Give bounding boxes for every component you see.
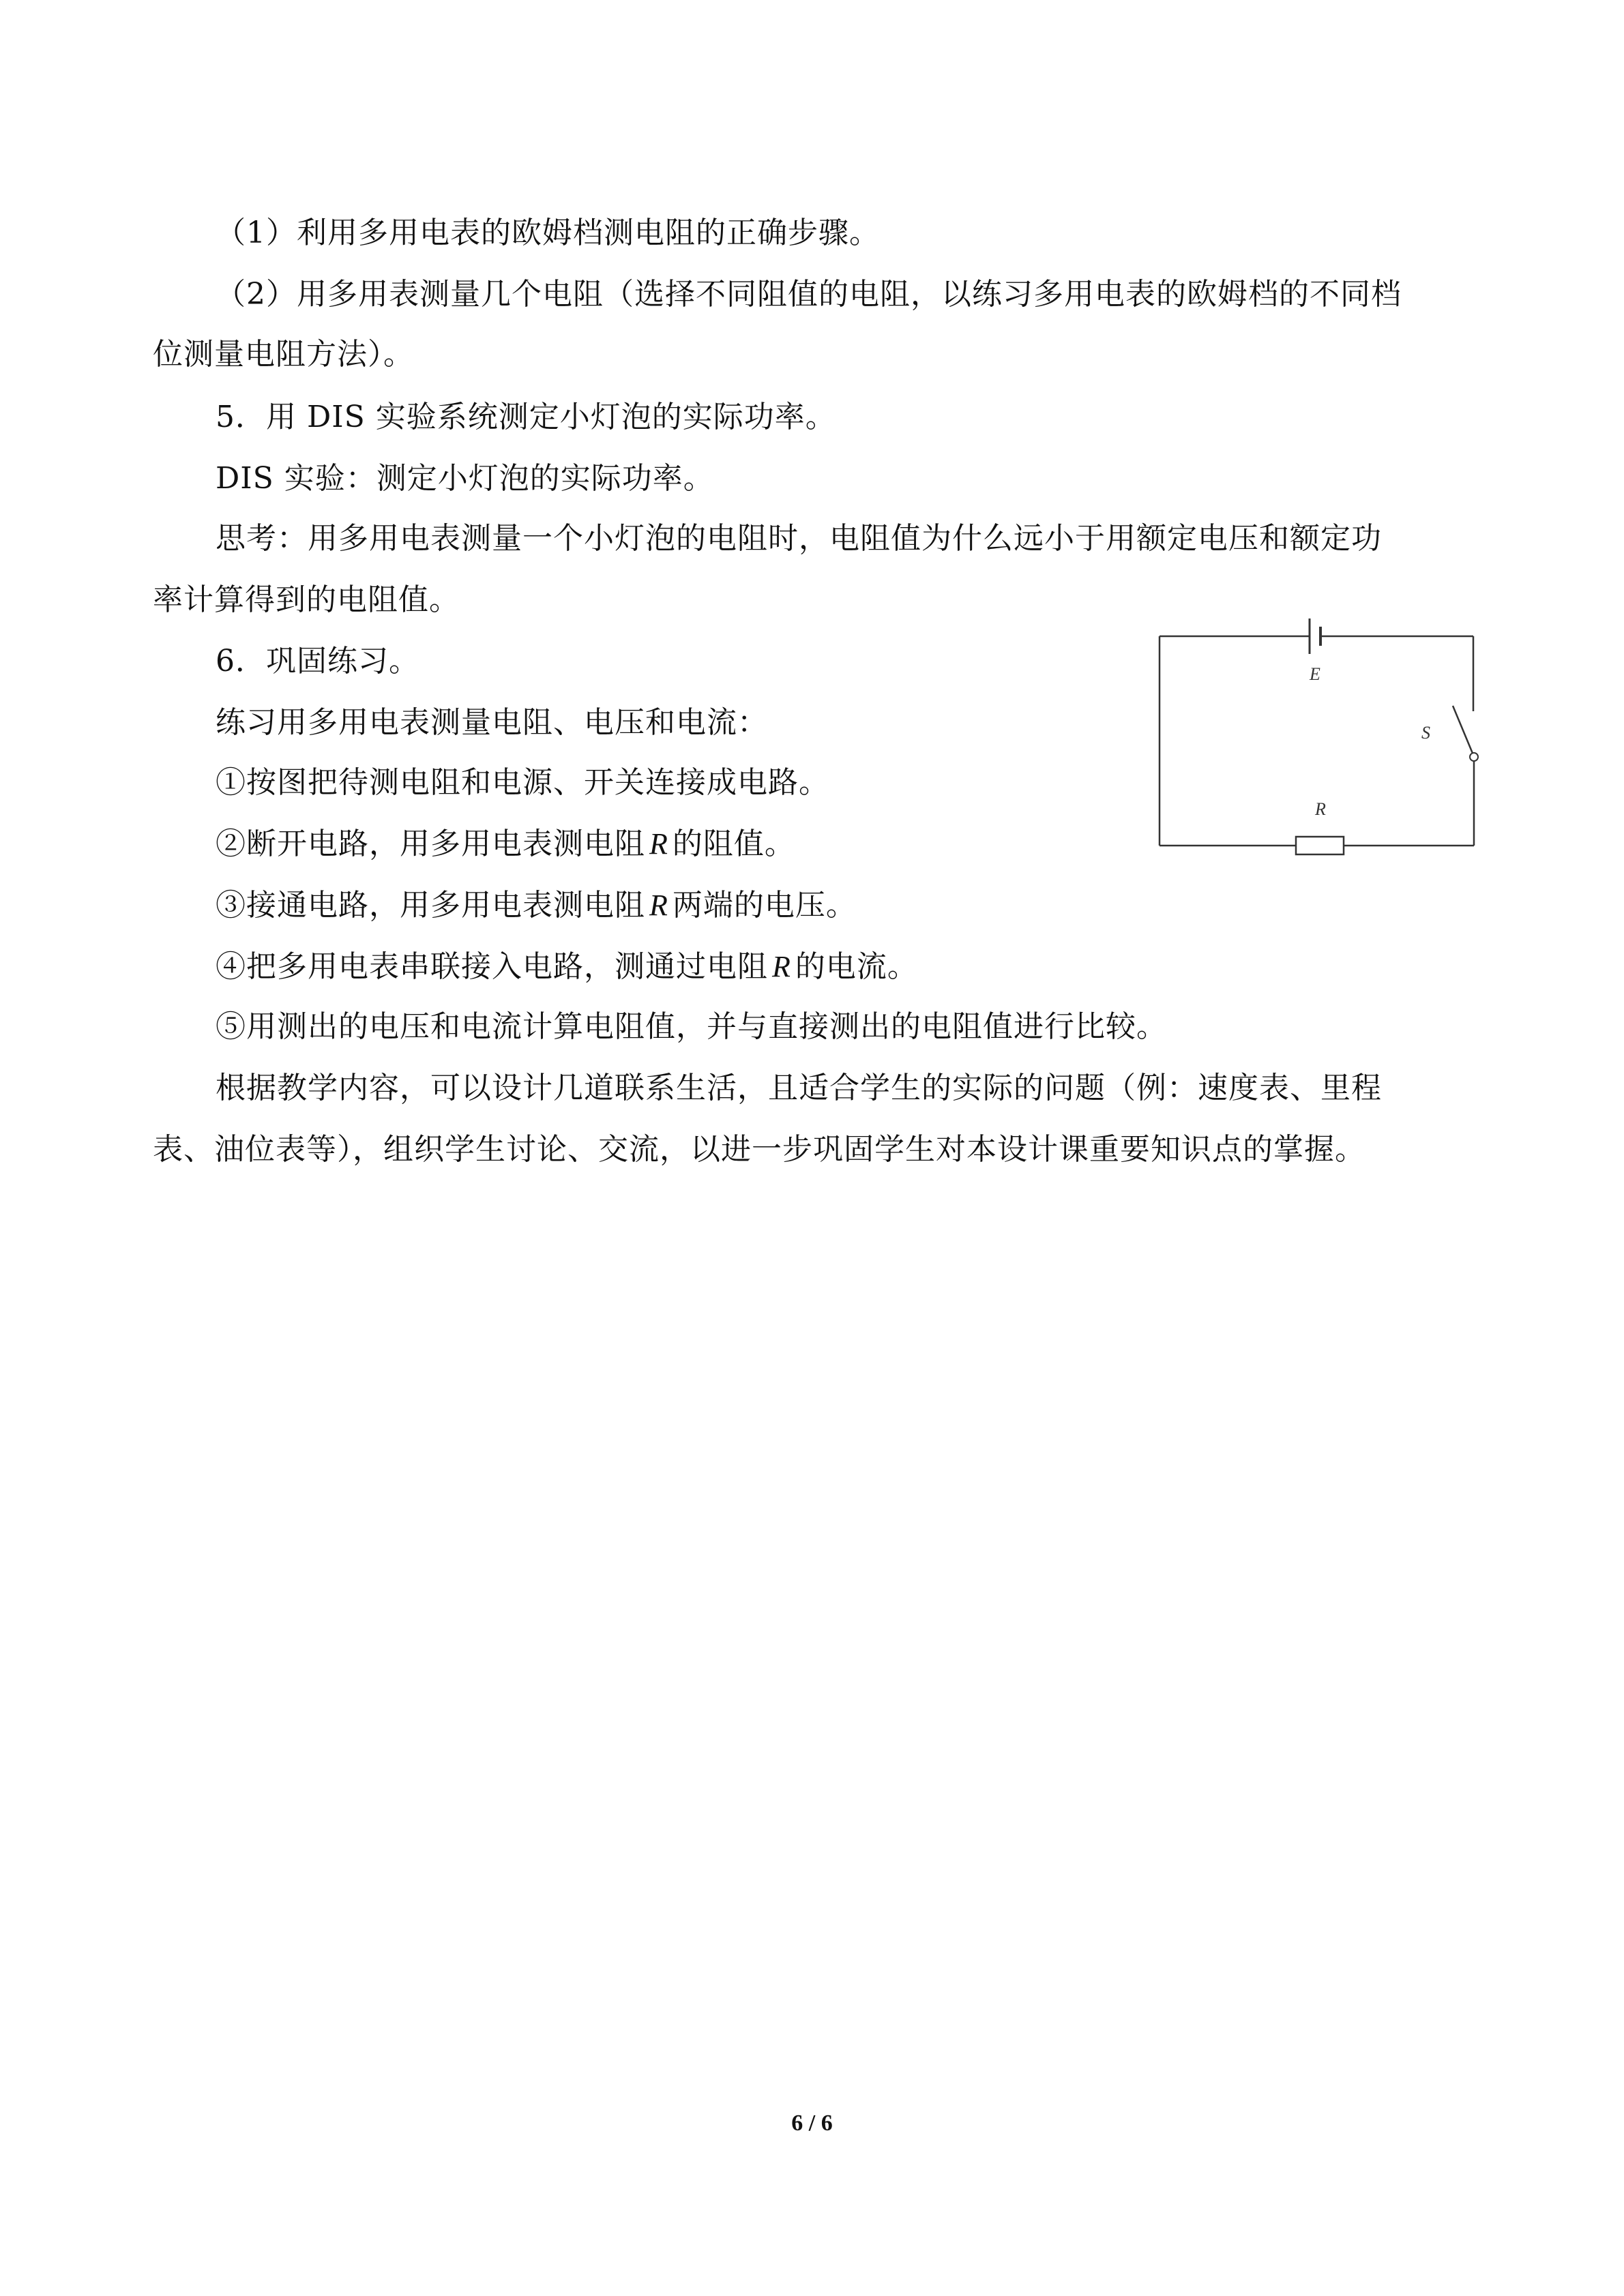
variable-r: R — [649, 889, 668, 922]
paragraph-section-6: 6．巩固练习。 — [216, 644, 419, 679]
practice-3-text-b: 两端的电压。 — [672, 888, 857, 923]
label-switch-s: S — [1421, 723, 1430, 743]
practice-2-text-b: 的阻值。 — [672, 826, 795, 861]
paragraph-thinking-cont: 率计算得到的电阻值。 — [153, 582, 460, 617]
paragraph-practice-2 — [216, 824, 795, 865]
paragraph-thinking: 思考：用多用电表测量一个小灯泡的电阻时，电阻值为什么远小于用额定电压和额定功 — [216, 521, 1382, 556]
switch-blade — [1453, 706, 1473, 755]
label-battery-e: E — [1310, 664, 1320, 684]
paragraph-dis-experiment: DIS 实验：测定小灯泡的实际功率。 — [216, 461, 714, 496]
paragraph-step-2: （2）用多用表测量几个电阻（选择不同阻值的电阻，以练习多用电表的欧姆档的不同档 — [216, 277, 1402, 312]
label-resistor-r: R — [1315, 799, 1326, 819]
paragraph-practice-1: ①按图把待测电阻和电源、开关连接成电路。 — [216, 765, 829, 800]
paragraph-practice-3 — [216, 885, 857, 926]
paragraph-summary-cont: 表、油位表等），组织学生讨论、交流，以进一步巩固学生对本设计课重要知识点的掌握。 — [153, 1132, 1365, 1167]
practice-3-text-a: ③接通电路，用多用电表测电阻 — [216, 888, 645, 923]
practice-4-text-a: ④把多用电表串联接入电路，测通过电阻 — [216, 949, 768, 984]
page-number: 6 / 6 — [791, 2111, 833, 2136]
paragraph-summary: 根据教学内容，可以设计几道联系生活，且适合学生的实际的问题（例：速度表、里程 — [216, 1071, 1382, 1105]
practice-4-text-b: 的电流。 — [795, 949, 918, 984]
paragraph-practice-5: ⑤用测出的电压和电流计算电阻值，并与直接测出的电阻值进行比较。 — [216, 1009, 1167, 1044]
paragraph-practice-intro: 练习用多用电表测量电阻、电压和电流： — [216, 705, 768, 740]
paragraph-section-5: 5．用 DIS 实验系统测定小灯泡的实际功率。 — [216, 400, 836, 434]
circuit-diagram — [1153, 610, 1487, 859]
paragraph-practice-4 — [216, 946, 918, 987]
resistor — [1296, 837, 1344, 854]
paragraph-step-1: （1）利用多用电表的欧姆档测电阻的正确步骤。 — [216, 215, 880, 250]
switch-contact — [1470, 753, 1478, 761]
variable-r: R — [649, 827, 668, 861]
paragraph-step-2-cont: 位测量电阻方法）。 — [153, 337, 414, 372]
variable-r: R — [772, 950, 791, 983]
practice-2-text-a: ②断开电路，用多用电表测电阻 — [216, 826, 645, 861]
